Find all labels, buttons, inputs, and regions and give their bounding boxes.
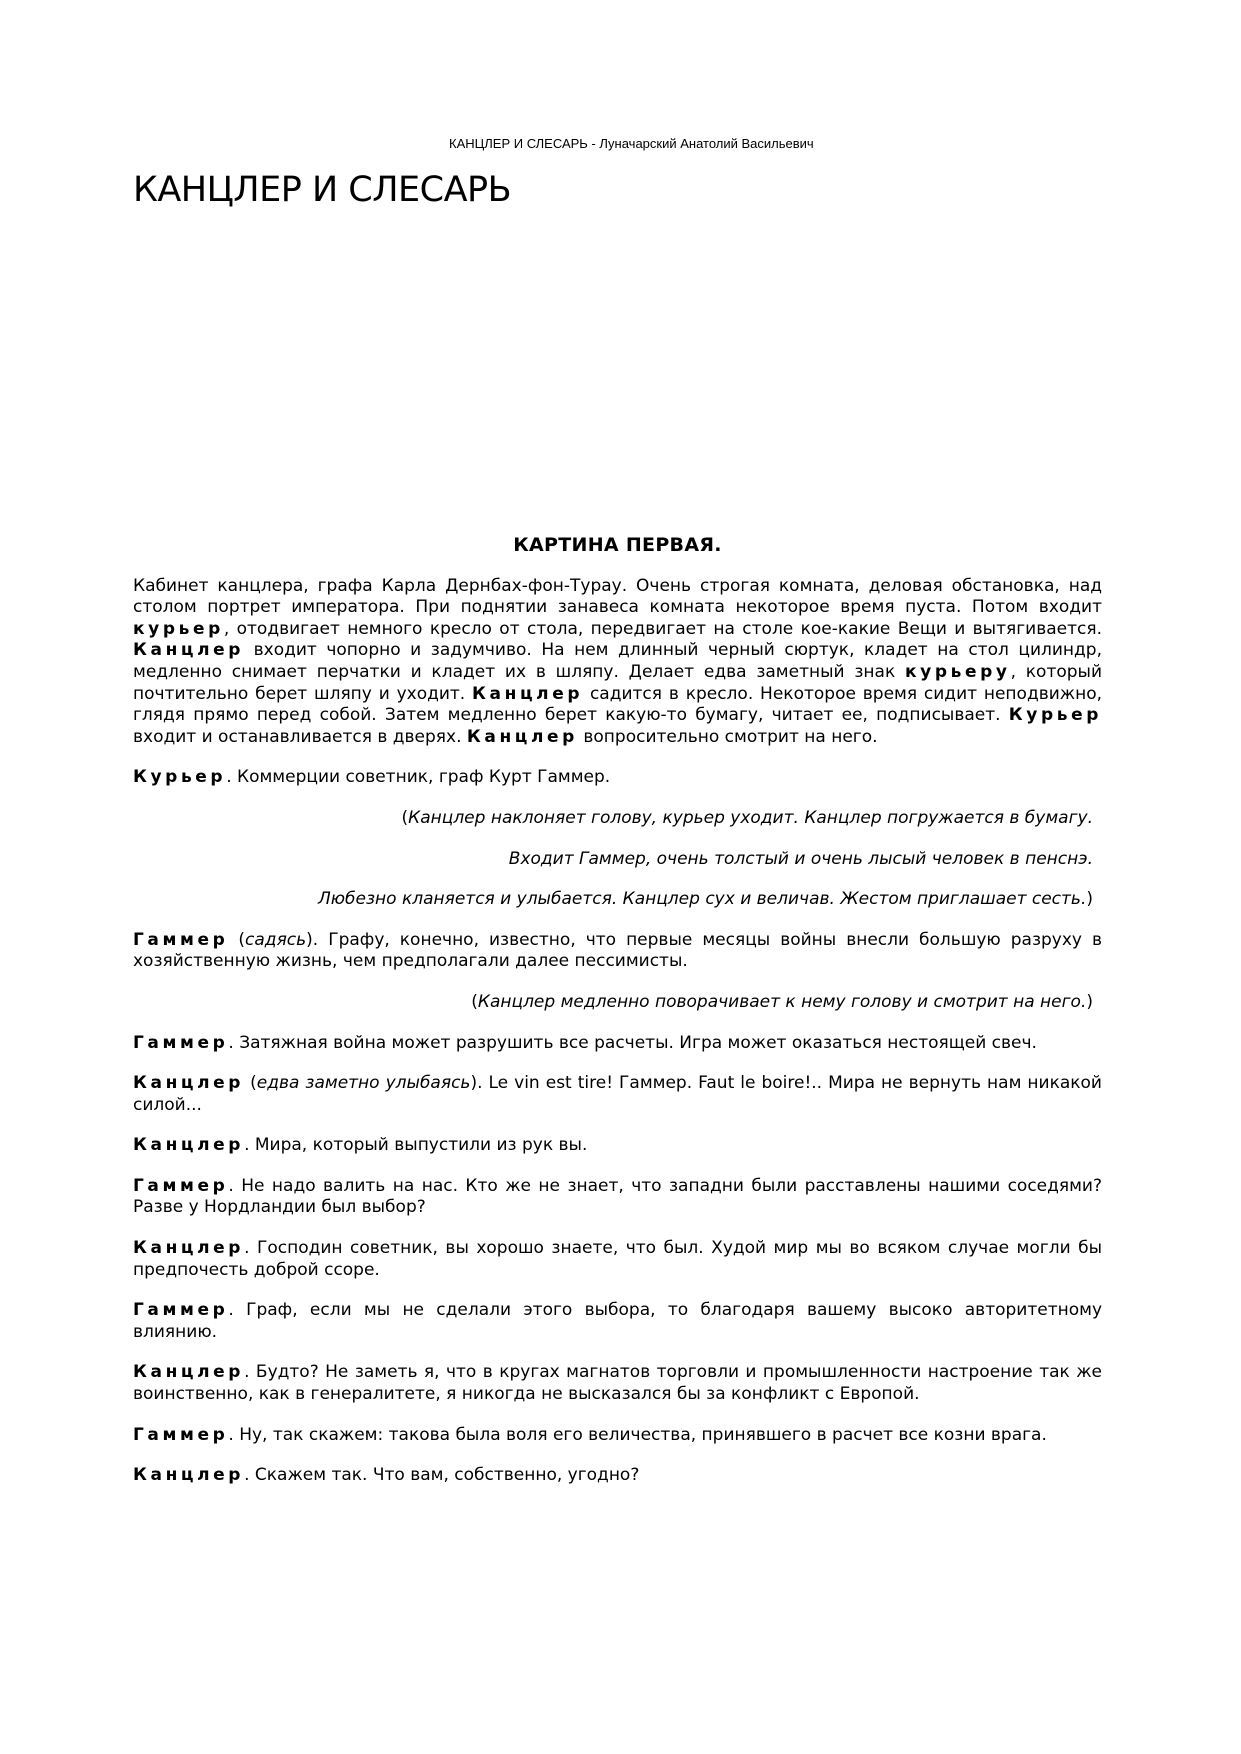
dialogue-line [133, 1135, 1102, 1157]
stage-direction [133, 849, 1093, 871]
dialogue-line [133, 1073, 1102, 1116]
line-text: ). Le vin est tire! Гаммер. Faut le boire!.. Мира не вернуть нам никакой силой... [133, 1073, 1102, 1115]
line-text: ). Графу, конечно, известно, что первые месяцы войны внесли большую разруху в хозяйственную жизнь, чем предполагали далее пессимисты. [133, 929, 1102, 972]
stage-direction-text: Канцлер медленно поворачивает к нему голову и смотрит на него. [477, 991, 1087, 1012]
character-name: Канцлер [133, 640, 245, 661]
intro-text: входит и останавливается в дверях. [133, 726, 467, 747]
speaker-name: Гаммер [133, 1424, 229, 1445]
speaker-name: Канцлер [133, 1135, 245, 1156]
line-text: . Скажем так. Что вам, собственно, угодно? [244, 1465, 640, 1486]
dialogue-line [133, 1425, 1102, 1447]
dialogue-line [133, 1033, 1102, 1055]
line-text: . Не надо валить на нас. Кто же не знает, что западни были расставлены нашими соседями? Разве у Нордландии был выбор? [133, 1175, 1102, 1218]
character-name: Канцлер [466, 726, 578, 747]
paren-close: ) [1086, 889, 1093, 910]
line-text: . Мира, который выпустили из рук вы. [244, 1135, 588, 1156]
dialogue-line [133, 1238, 1102, 1281]
speaker-name: Курьер [133, 767, 227, 788]
speaker-note: садясь [245, 929, 307, 950]
line-text: . Коммерции советник, граф Курт Гаммер. [226, 767, 611, 788]
document-title: КАНЦЛЕР И СЛЕСАРЬ [133, 170, 512, 210]
line-text: . Будто? Не заметь я, что в кругах магнатов торговли и промышленности настроение так же воинственно, как в генералитете, я никогда не высказался бы за конфликт с Европой. [133, 1362, 1102, 1405]
dialogue-line [133, 1465, 1102, 1487]
dialogue-line [133, 930, 1102, 973]
dialogue-line [133, 1362, 1102, 1405]
line-text: . Господин советник, вы хорошо знаете, что был. Худой мир мы во всяком случае могли бы предпочесть доброй ссоре. [133, 1238, 1102, 1280]
intro-text: садится в кресло. Некоторое время сидит неподвижно, глядя прямо перед собой. Затем медленно берет какую-то бумагу, читает ее, подписывает. [133, 683, 1102, 726]
paren-open: ( [244, 1073, 257, 1094]
paren-close: ) [1086, 991, 1093, 1012]
character-name: Канцлер [472, 683, 584, 704]
scene-title: КАРТИНА ПЕРВАЯ. [513, 534, 722, 556]
speaker-name: Гаммер [133, 1175, 229, 1196]
speaker-name: Гаммер [133, 1300, 229, 1321]
intro-text: входит чопорно и задумчиво. На нем длинный черный сюртук, кладет на стол цилиндр, медленно снимает перчатки и кладет их в шляпу. Делает едва заметный знак [133, 640, 1102, 682]
running-header: КАНЦЛЕР И СЛЕСАРЬ - Луначарский Анатолий Васильевич [449, 136, 814, 151]
speaker-name: Канцлер [133, 1465, 245, 1486]
stage-direction-text: Входит Гаммер, очень толстый и очень лысый человек в пенснэ. [508, 848, 1093, 869]
intro-text: Кабинет канцлера, графа Карла Дернбах-фон-Турау. Очень строгая комната, деловая обстановка, над столом портрет императора. При поднятии занавеса комната некоторое время пуста. Потом входит [133, 575, 1102, 618]
intro-text: , который почтительно берет шляпу и уходит. [133, 661, 1103, 704]
stage-direction [133, 889, 1093, 911]
character-name: курьеру [905, 661, 1011, 682]
paren-open: ( [401, 807, 409, 828]
line-text: . Ну, так скажем: такова была воля его величества, принявшего в расчет все козни врага. [228, 1424, 1047, 1445]
paren-open: ( [471, 991, 478, 1012]
play-text [133, 535, 1102, 1506]
stage-direction [133, 992, 1093, 1014]
stage-direction-text: Любезно кланяется и улыбается. Канцлер сух и величав. Жестом приглашает сесть. [317, 889, 1087, 910]
speaker-name: Гаммер [133, 1032, 229, 1053]
speaker-name: Канцлер [133, 1362, 245, 1383]
character-name: Курьер [1008, 705, 1102, 726]
speaker-note: едва заметно улыбаясь [256, 1073, 471, 1094]
paren-open: ( [228, 929, 246, 950]
intro-text: , отодвигает немного кресло от стола, передвигает на столе кое-какие Вещи и вытягивается. [223, 618, 1102, 639]
stage-direction-text: Канцлер наклоняет голову, курьер уходит. Канцлер погружается в бумагу. [408, 807, 1093, 828]
speaker-name: Канцлер [133, 1238, 245, 1259]
line-text: . Затяжная война может разрушить все расчеты. Игра может оказаться нестоящей свеч. [228, 1032, 1037, 1053]
dialogue-line [133, 767, 1102, 789]
intro-text: вопросительно смотрит на него. [577, 726, 878, 747]
stage-directions-intro [133, 576, 1102, 749]
stage-direction [133, 808, 1093, 830]
dialogue-line [133, 1176, 1102, 1219]
character-name: курьер [133, 618, 224, 639]
speaker-name: Канцлер [133, 1073, 245, 1094]
dialogue-line [133, 1300, 1102, 1343]
line-text: . Граф, если мы не сделали этого выбора, то благодаря вашему высоко авторитетному влиянию. [133, 1300, 1102, 1342]
speaker-name: Гаммер [133, 929, 229, 950]
